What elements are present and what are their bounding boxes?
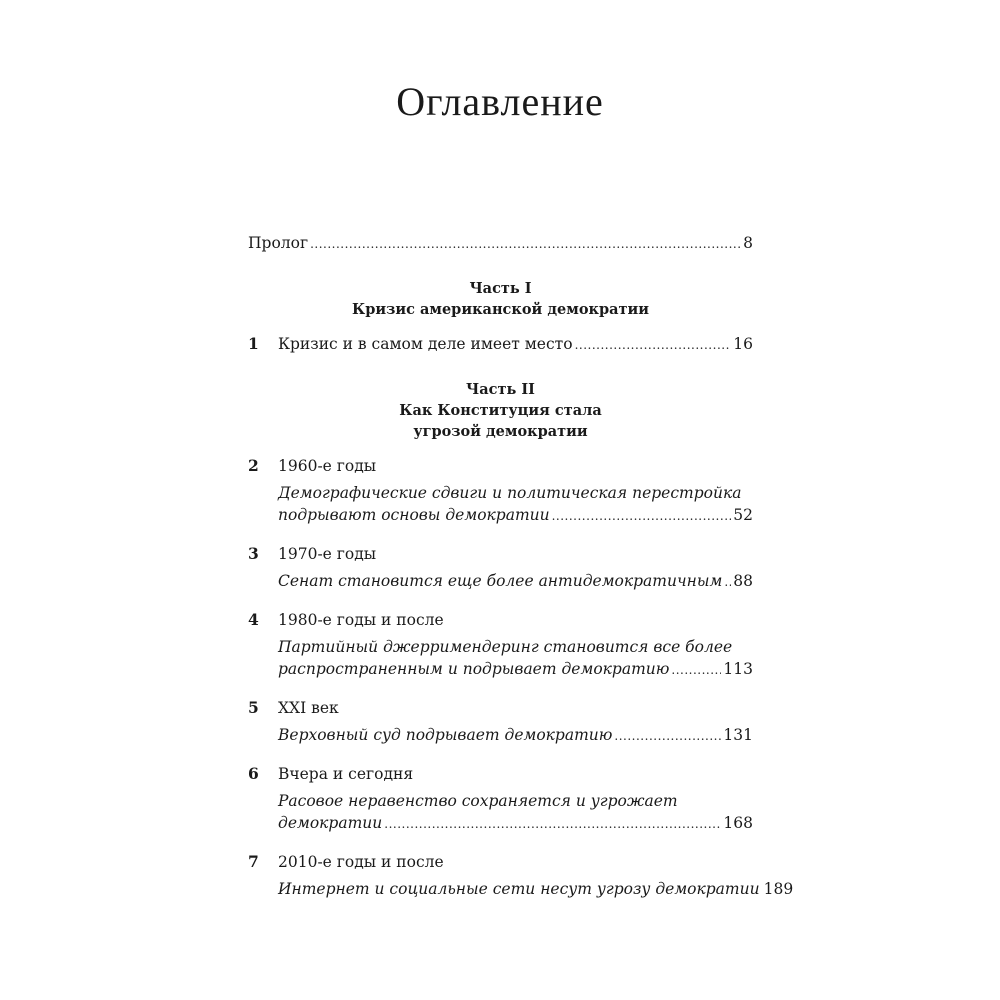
chapter-page: 131 [723, 726, 753, 744]
dot-leader [614, 725, 721, 747]
chapter-page: 16 [733, 335, 753, 353]
chapter-number: 2 [248, 456, 259, 475]
chapter-page: 88 [733, 572, 753, 590]
dot-leader [310, 233, 741, 255]
chapter-title: 1960-е годы [278, 457, 377, 475]
chapter-number: 6 [248, 764, 259, 783]
part-2-heading: Часть II [466, 381, 535, 398]
chapter-subtitle-line-1: Партийный джерримендеринг становится все более [278, 638, 733, 656]
chapter-title: 1970-е годы [278, 545, 377, 563]
chapter-subtitle-line-1: Демографические сдвиги и политическая перестройка [278, 484, 742, 502]
chapter-page: 52 [733, 506, 753, 524]
part-1-heading: Часть I [469, 280, 532, 297]
chapter-page: 113 [723, 660, 753, 678]
chapter-subtitle-line-1: Интернет и социальные сети несут угрозу демократии [278, 880, 760, 898]
chapter-subtitle-line-1: Расовое неравенство сохраняется и угрожает [278, 792, 678, 810]
chapter-number: 3 [248, 544, 259, 563]
toc-entry-chapter-4 [248, 609, 753, 681]
chapter-title: 2010-е годы и после [278, 853, 444, 871]
chapter-number: 1 [248, 334, 259, 353]
chapter-page: 189 [763, 880, 794, 898]
chapter-title: Кризис и в самом деле имеет место [278, 335, 573, 353]
chapter-number: 4 [248, 610, 259, 629]
dot-leader [575, 334, 732, 356]
chapter-title: Вчера и сегодня [278, 765, 414, 783]
table-of-contents [248, 232, 794, 901]
chapter-number: 7 [248, 852, 259, 871]
toc-entry-chapter-7 [248, 851, 794, 901]
chapter-page: 168 [723, 814, 753, 832]
chapter-subtitle-line-2: подрывают основы демократии [278, 506, 550, 524]
part-2-name-line-2: угрозой демократии [413, 423, 588, 440]
toc-entry-chapter-5 [248, 697, 753, 747]
chapter-subtitle-line-1: Верховный суд подрывает демократию [278, 726, 613, 744]
chapter-number: 5 [248, 698, 259, 717]
part-2-name-line-1: Как Конституция стала [399, 402, 602, 419]
toc-entry-chapter-1 [248, 333, 753, 356]
prologue-page: 8 [743, 234, 753, 252]
chapter-subtitle-line-2: распространенным и подрывает демократию [278, 660, 670, 678]
chapter-subtitle-line-2: демократии [278, 814, 383, 832]
toc-entry-chapter-3 [248, 543, 753, 593]
dot-leader [384, 813, 721, 835]
chapter-title: 1980-е годы и после [278, 611, 444, 629]
dot-leader [671, 659, 721, 681]
chapter-subtitle-line-1: Сенат становится еще более антидемократичным [278, 572, 723, 590]
toc-entry-chapter-2 [248, 455, 753, 527]
toc-entry-prologue [248, 232, 753, 255]
dot-leader [552, 505, 732, 527]
prologue-label: Пролог [248, 234, 309, 252]
page-title: Оглавление [396, 79, 604, 124]
part-1-name: Кризис американской демократии [352, 301, 649, 318]
dot-leader [724, 571, 731, 593]
chapter-title: XXI век [278, 699, 339, 717]
toc-entry-chapter-6 [248, 763, 753, 835]
